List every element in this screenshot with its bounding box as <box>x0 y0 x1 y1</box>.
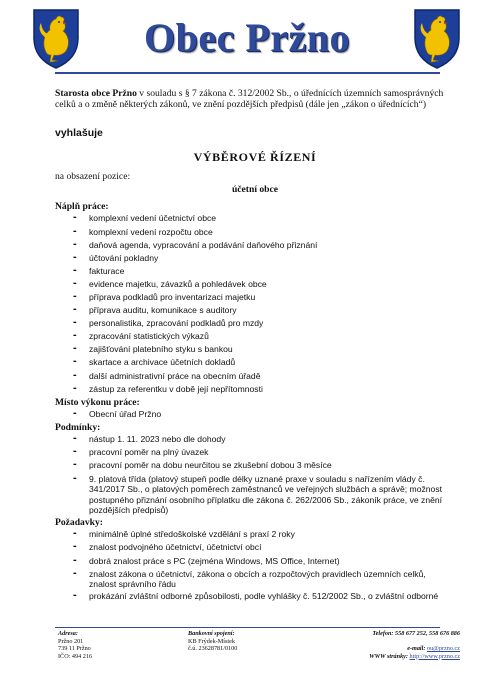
list-item: - evidence majetku, závazků a pohledávek obce <box>73 279 455 291</box>
email-link[interactable]: ou@przno.cz <box>426 645 460 653</box>
coat-of-arms-rooster-icon <box>32 8 80 70</box>
list-item: - Obecní úřad Pržno <box>73 409 455 421</box>
address-line: IČO: 494 216 <box>58 652 93 660</box>
address-caption: Adresa: <box>58 630 78 637</box>
list-item: - další administrativní práce na obecním úřadě <box>73 371 455 383</box>
list-item: - zpracování statistických výkazů <box>73 331 455 343</box>
address-line: Pržno 201 <box>58 637 84 645</box>
list-item: - 9. platová třída (platový stupeň podle délky uznané praxe v souladu s nařízením vlády č. 341/2017 Sb., o platových poměrech zaměstnanců ve veřejných službách a správě; možnost postupného přiznání osobního příplatku dle zákona č. 262/2006 Sb., zákoník práce, ve znění pozdějších předpisů) <box>73 474 455 516</box>
coat-of-arms-rooster-icon <box>413 8 461 70</box>
list-item: - zástup za referentku v době její nepřítomnosti <box>73 384 455 396</box>
list-item: - znalost zákona o účetnictví, zákona o obcích a rozpočtových pravidlech územních celků, znalost správního řádu <box>73 569 455 590</box>
phone-line: Telefon: 558 677 252, 558 676 886 <box>372 630 460 637</box>
municipality-title: Obec Pržno <box>143 15 351 60</box>
footer-address <box>58 630 168 660</box>
job-description-list <box>55 213 455 395</box>
web-label: WWW stránky: <box>369 652 410 660</box>
position-name: účetní obce <box>231 184 279 196</box>
section-title-conditions: Podmínky: <box>55 422 101 434</box>
conditions-list <box>55 434 455 515</box>
requirements-list <box>55 529 455 602</box>
list-item: - pracovní poměr na plný úvazek <box>73 447 455 459</box>
list-item: - příprava podkladů pro inventarizaci majetku <box>73 292 455 304</box>
list-item: - znalost podvojného účetnictví, účetnictví obcí <box>73 542 455 554</box>
section-title-job-description: Náplň práce: <box>55 201 109 213</box>
footer-contact <box>330 630 460 660</box>
list-item: - skartace a archivace účetních dokladů <box>73 357 455 369</box>
intro-mayor: Starosta obce Pržno <box>55 88 137 99</box>
section-title-requirements: Požadavky: <box>55 517 103 529</box>
list-item: - nástup 1. 11. 2023 nebo dle dohody <box>73 434 455 446</box>
list-item: - minimálně úplné středoškolské vzdělání s praxí 2 roky <box>73 529 455 541</box>
list-item: - pracovní poměr na dobu neurčitou se zkušební dobou 3 měsíce <box>73 460 455 472</box>
header-divider <box>55 72 440 74</box>
list-item: - personalistika, zpracování podkladů pro mzdy <box>73 318 455 330</box>
position-label: na obsazení pozice: <box>55 170 131 182</box>
intro-text: v souladu s § 7 zákona č. 312/2002 Sb., o úřednících územních samosprávných celků a o změně některých zákonů, ve znění pozdějších předpisů (dále jen „zákon o úřednících“) <box>55 88 444 111</box>
website-link[interactable]: http://www.przno.cz <box>409 652 460 660</box>
footer-bank <box>188 630 308 653</box>
bank-line: KB Frýdek-Místek <box>188 637 235 645</box>
list-item: - komplexní vedení účetnictví obce <box>73 213 455 225</box>
list-item: - komplexní vedení rozpočtu obce <box>73 227 455 239</box>
footer-divider <box>55 627 440 628</box>
list-item: - zajišťování platebního styku s bankou <box>73 344 455 356</box>
announcement-verb: vyhlašuje <box>55 127 103 140</box>
page-header <box>0 0 495 78</box>
email-label: e-mail: <box>407 645 427 653</box>
intro-paragraph <box>55 88 455 110</box>
document-heading: VÝBĚROVÉ ŘÍZENÍ <box>193 149 317 164</box>
list-item: - účtování pokladny <box>73 253 455 265</box>
list-item: - dobrá znalost práce s PC (zejména Windows, MS Office, Internet) <box>73 556 455 568</box>
list-item: - příprava auditu, komunikace s auditory <box>73 305 455 317</box>
bank-caption: Bankovní spojení: <box>188 630 235 637</box>
document-body <box>55 88 455 604</box>
list-item: - fakturace <box>73 266 455 278</box>
list-item: - prokázání zvláštní odborné způsobilosti, podle vyhlášky č. 512/2002 Sb., o zvláštní odborné <box>73 591 455 603</box>
section-title-workplace: Místo výkonu práce: <box>55 396 140 408</box>
address-line: 739 11 Pržno <box>58 645 91 653</box>
list-item: - daňová agenda, vypracování a podávání daňového přiznání <box>73 240 455 252</box>
bank-line: č.ú. 23628781/0100 <box>188 645 238 653</box>
workplace-list <box>55 409 455 421</box>
